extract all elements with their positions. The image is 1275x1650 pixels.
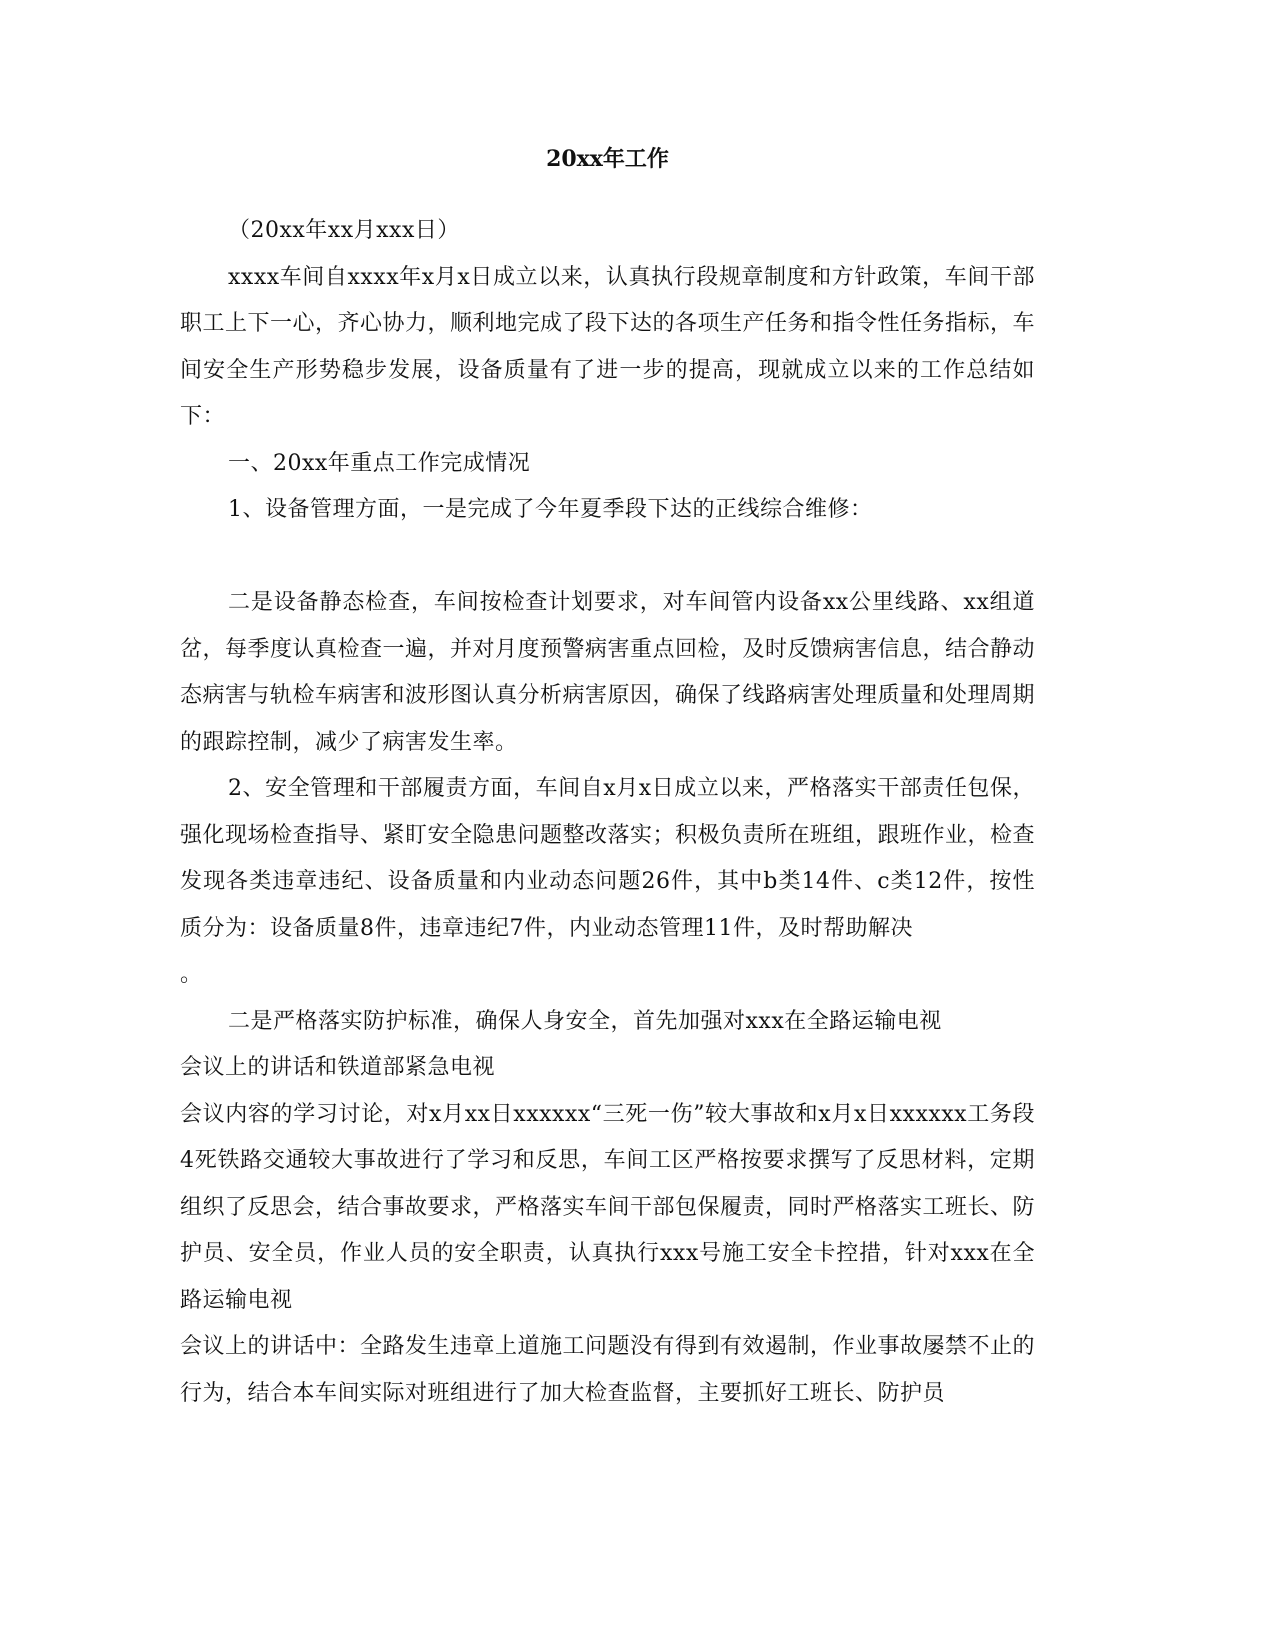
item-two-paragraph: 2、安全管理和干部履责方面，车间自x月x日成立以来，严格落实干部责任包保，强化现场检查指导、紧盯安全隐患问题整改落实；积极负责所在班组，跟班作业，检查发现各类违章违纪、设备质量和内业动态问题26件，其中b类14件、c类12件，按性质分为：设备质量8件，违章违纪7件，内业动态管理11件，及时帮助解决 。 [180, 776, 1036, 987]
document-body [180, 208, 1035, 1417]
document-title: 20xx年工作 [546, 146, 669, 172]
date-line: （20xx年xx月xxx日） [228, 218, 460, 243]
item-one-paragraph: 1、设备管理方面，一是完成了今年夏季段下达的正线综合维修： [228, 497, 873, 522]
document-page [180, 0, 1035, 1650]
item-two-second-paragraph: 二是严格落实防护标准，确保人身安全，首先加强对xxx在全路运输电视 会议上的讲话和铁道部紧急电视 会议内容的学习讨论，对x月xx日xxxxxx“三死一伤”较大事故和x月x日xxxxxx工务段4死铁路交通较大事故进行了学习和反思，车间工区严格按要求撰写了反思材料，定期组织了反思会，结合事故要求，严格落实车间干部包保履责，同时严格落实工班长、防护员、安全员，作业人员的安全职责，认真执行xxx号施工安全卡控措，针对xxx在全路运输电视 会议上的讲话中：全路发生违章上道施工问题没有得到有效遏制，作业事故屡禁不止的行为，结合本车间实际对班组进行了加大检查监督，主要抓好工班长、防护员 [180, 1008, 1036, 1406]
section-heading: 一、20xx年重点工作完成情况 [228, 450, 531, 476]
intro-paragraph: xxxx车间自xxxx年x月x日成立以来，认真执行段规章制度和方针政策，车间干部职工上下一心，齐心协力，顺利地完成了段下达的各项生产任务和指令性任务指标，车间安全生产形势稳步发展，设备质量有了进一步的提高，现就成立以来的工作总结如下： [180, 264, 1036, 429]
item-one-second-paragraph: 二是设备静态检查，车间按检查计划要求，对车间管内设备xx公里线路、xx组道岔，每季度认真检查一遍，并对月度预警病害重点回检，及时反馈病害信息，结合静动态病害与轨检车病害和波形图认真分析病害原因，确保了线路病害处理质量和处理周期的跟踪控制，减少了病害发生率。 [180, 590, 1036, 755]
blank-space [180, 534, 1035, 581]
